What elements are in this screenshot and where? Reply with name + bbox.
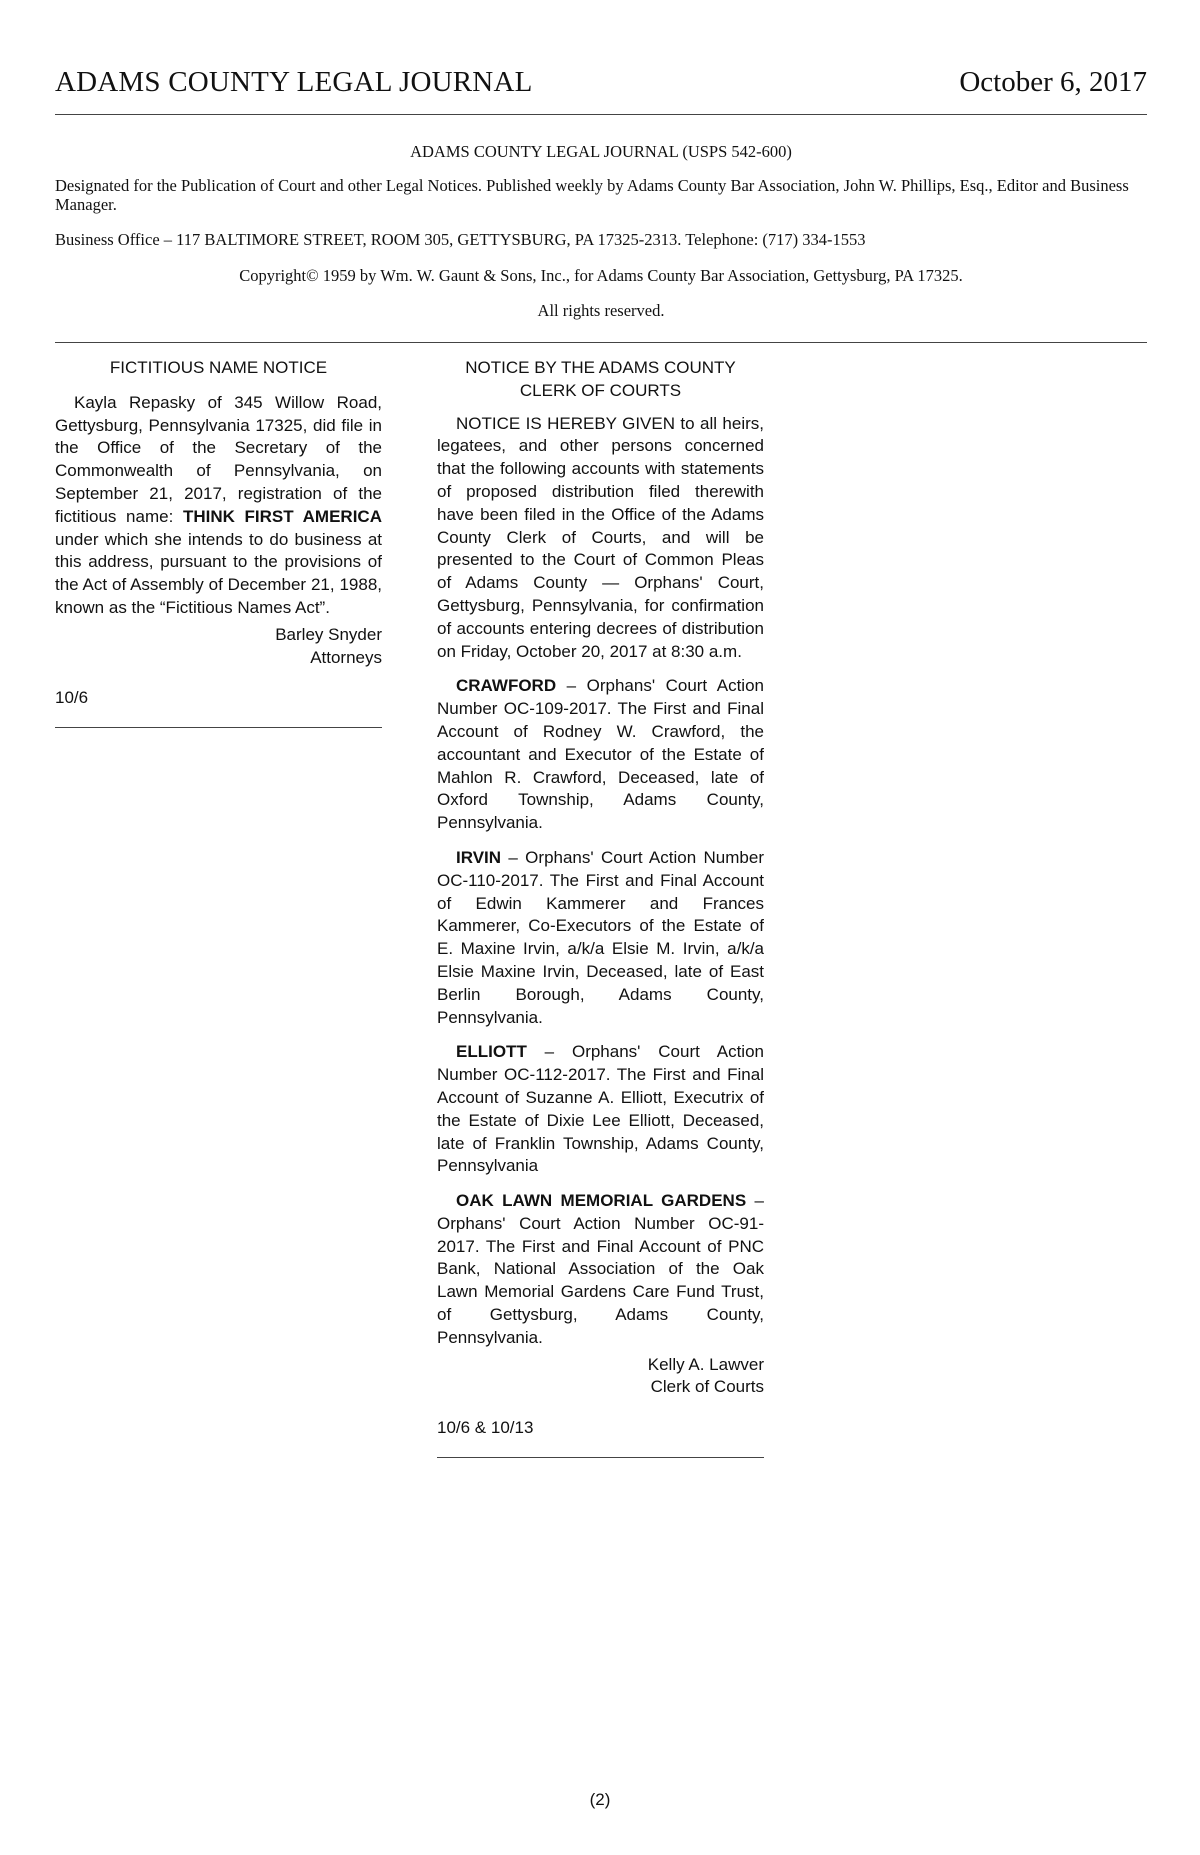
header-divider bbox=[55, 114, 1147, 115]
account-estate-name: OAK LAWN MEMORIAL GARDENS bbox=[456, 1191, 747, 1211]
account-entry bbox=[437, 1190, 764, 1350]
issue-date: October 6, 2017 bbox=[959, 66, 1147, 98]
account-details: – Orphans' Court Action Number OC-112-2017. The First and Final Account of Suzanne A. Elliott, Executrix of the Estate of Dixie Lee Elliott, Deceased, late of Franklin Township, Adams County, Pennsylvania bbox=[437, 1042, 764, 1176]
masthead-title: ADAMS COUNTY LEGAL JOURNAL (USPS 542-600) bbox=[410, 142, 792, 161]
clerk-of-courts-notice bbox=[437, 357, 764, 1458]
account-entry bbox=[437, 847, 764, 1029]
fictitious-notice-body bbox=[55, 392, 382, 620]
masthead-designation: Designated for the Publication of Court and other Legal Notices. Published weekly by Adams County Bar Association, John W. Phillips, Esq., Editor and Business Manager. bbox=[55, 176, 1129, 214]
signature-title: Clerk of Courts bbox=[650, 1377, 764, 1397]
clerk-notice-run-dates: 10/6 & 10/13 bbox=[437, 1418, 534, 1438]
fictitious-notice-end-rule bbox=[55, 727, 382, 728]
account-entry bbox=[437, 1041, 764, 1178]
clerk-notice-end-rule bbox=[437, 1457, 764, 1458]
fictitious-notice-title: FICTITIOUS NAME NOTICE bbox=[109, 358, 328, 377]
masthead-copyright: Copyright© 1959 by Wm. W. Gaunt & Sons, Inc., for Adams County Bar Association, Gettysburg, PA 17325. bbox=[239, 266, 963, 285]
clerk-notice-title-line1: NOTICE BY THE ADAMS COUNTY bbox=[465, 358, 736, 377]
signature-role: Attorneys bbox=[310, 647, 382, 667]
fictitious-notice-text-1: Kayla Repasky of 345 Willow Road, Gettysburg, Pennsylvania 17325, did file in the Office of the Secretary of the Commonwealth of Pennsylvania, on September 21, 2017, registration of the fictitious name: bbox=[55, 392, 382, 526]
clerk-notice-intro: NOTICE IS HEREBY GIVEN to all heirs, legatees, and other persons concerned that the following accounts with statements of proposed distribution filed therewith have been filed in the Office of the Adams County Clerk of Courts, and will be presented to the Court of Common Pleas of Adams County — Orphans' Court, Gettysburg, Pennsylvania, for confirmation of accounts entering decrees of distribution on Friday, October 20, 2017 at 8:30 a.m. bbox=[437, 413, 764, 661]
fictitious-notice-text-2: under which she intends to do business at this address, pursuant to the provisions of the Act of Assembly of December 21, 1988, known as the “Fictitious Names Act”. bbox=[55, 529, 382, 617]
account-estate-name: CRAWFORD bbox=[456, 676, 557, 696]
page-number: (2) bbox=[589, 1790, 611, 1809]
account-details: – Orphans' Court Action Number OC-109-2017. The First and Final Account of Rodney W. Crawford, the accountant and Executor of the Estate of Mahlon R. Crawford, Deceased, late of Oxford Township, Adams County, Pennsylvania. bbox=[437, 676, 764, 833]
masthead-rights: All rights reserved. bbox=[537, 301, 665, 320]
fictitious-name-notice bbox=[55, 357, 382, 728]
signature-firm: Barley Snyder bbox=[275, 624, 382, 644]
signature-name: Kelly A. Lawver bbox=[647, 1354, 764, 1374]
account-estate-name: IRVIN bbox=[456, 847, 502, 867]
journal-title: ADAMS COUNTY LEGAL JOURNAL bbox=[55, 66, 533, 98]
account-details: – Orphans' Court Action Number OC-110-2017. The First and Final Account of Edwin Kammerer and Frances Kammerer, Co-Executors of the Estate of E. Maxine Irvin, a/k/a Elsie M. Irvin, a/k/a Elsie Maxine Irvin, Deceased, late of East Berlin Borough, Adams County, Pennsylvania. bbox=[437, 847, 764, 1027]
masthead-business-office: Business Office – 117 BALTIMORE STREET, ROOM 305, GETTYSBURG, PA 17325-2313. Telephone: (717) 334-1553 bbox=[55, 230, 866, 249]
account-details: – Orphans' Court Action Number OC-91-2017. The First and Final Account of PNC Bank, National Association of the Oak Lawn Memorial Gardens Care Fund Trust, of Gettysburg, Adams County, Pennsylvania. bbox=[437, 1191, 764, 1347]
account-entry bbox=[437, 675, 764, 835]
fictitious-business-name: THINK FIRST AMERICA bbox=[182, 506, 382, 526]
clerk-notice-title bbox=[437, 357, 764, 403]
masthead-divider bbox=[55, 342, 1147, 343]
clerk-notice-signature bbox=[437, 1354, 764, 1400]
fictitious-notice-run-dates: 10/6 bbox=[55, 688, 89, 708]
clerk-notice-title-line2: CLERK OF COURTS bbox=[519, 380, 682, 400]
fictitious-notice-signature bbox=[55, 624, 382, 670]
account-estate-name: ELLIOTT bbox=[456, 1042, 527, 1062]
